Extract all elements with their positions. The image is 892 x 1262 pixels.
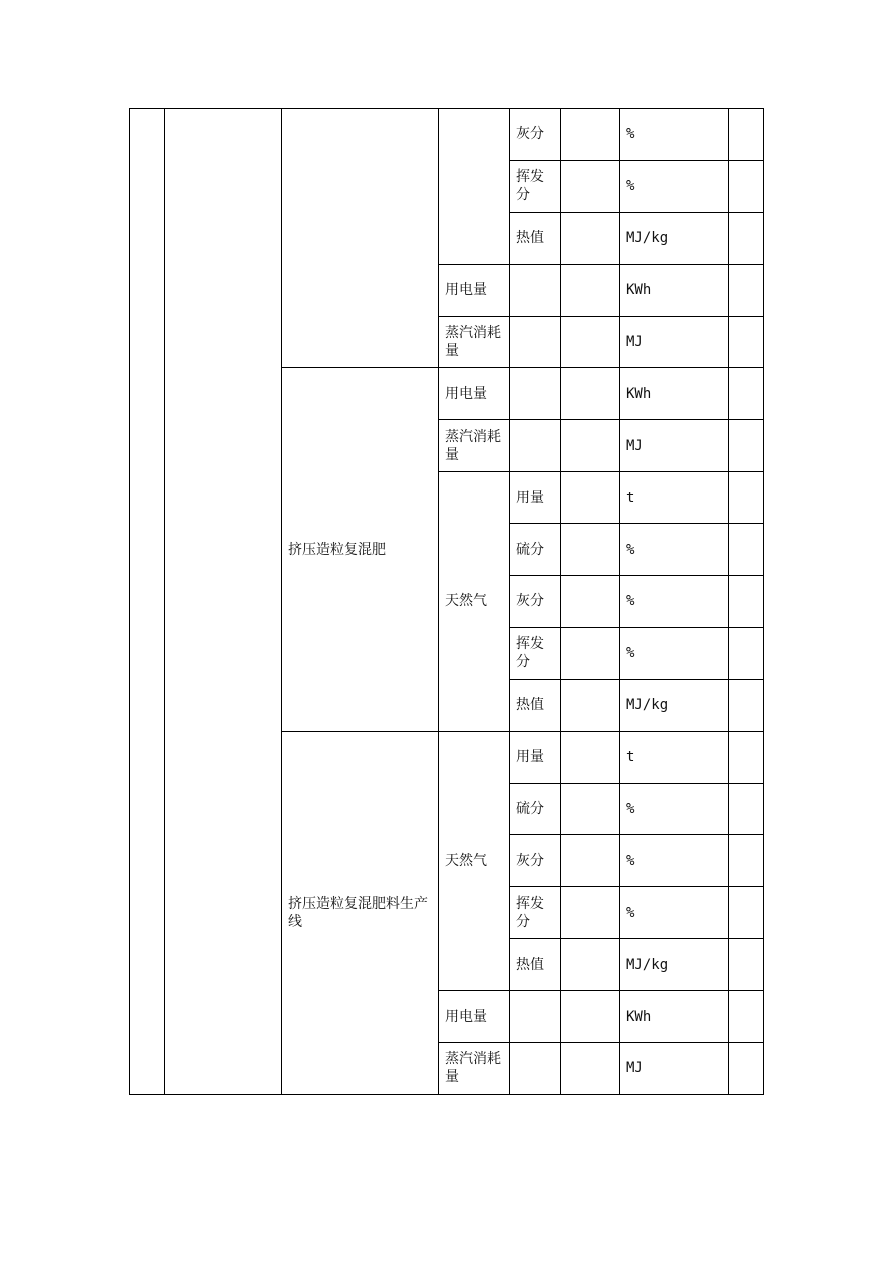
- remark-cell[interactable]: [729, 627, 764, 679]
- remark-cell[interactable]: [729, 1043, 764, 1095]
- remark-cell[interactable]: [729, 212, 764, 264]
- unit-cell: MJ: [620, 1043, 729, 1095]
- unit-cell: MJ/kg: [620, 679, 729, 731]
- value-cell[interactable]: [561, 887, 620, 939]
- value-cell[interactable]: [561, 212, 620, 264]
- remark-cell[interactable]: [729, 524, 764, 576]
- param-cell: 挥发分: [510, 160, 561, 212]
- param-cell: 热值: [510, 212, 561, 264]
- unit-cell: %: [620, 887, 729, 939]
- unit-cell: %: [620, 576, 729, 628]
- unit-cell: %: [620, 524, 729, 576]
- param-cell: [510, 368, 561, 420]
- remark-cell[interactable]: [729, 264, 764, 316]
- remark-cell[interactable]: [729, 991, 764, 1043]
- param-cell: 热值: [510, 939, 561, 991]
- param-cell: 挥发分: [510, 887, 561, 939]
- param-cell: [510, 264, 561, 316]
- table-row: [130, 109, 764, 161]
- fuel-group-cell: 天然气: [439, 472, 510, 731]
- fuel-group-cell: 天然气: [439, 731, 510, 990]
- value-cell[interactable]: [561, 264, 620, 316]
- unit-cell: MJ/kg: [620, 212, 729, 264]
- remark-cell[interactable]: [729, 472, 764, 524]
- remark-cell[interactable]: [729, 576, 764, 628]
- value-cell[interactable]: [561, 679, 620, 731]
- value-cell[interactable]: [561, 939, 620, 991]
- value-cell[interactable]: [561, 1043, 620, 1095]
- value-cell[interactable]: [561, 420, 620, 472]
- value-cell[interactable]: [561, 783, 620, 835]
- remark-cell[interactable]: [729, 420, 764, 472]
- remark-cell[interactable]: [729, 939, 764, 991]
- remark-cell[interactable]: [729, 109, 764, 161]
- value-cell[interactable]: [561, 576, 620, 628]
- unit-cell: MJ: [620, 420, 729, 472]
- value-cell[interactable]: [561, 524, 620, 576]
- value-cell[interactable]: [561, 368, 620, 420]
- param-cell: 用量: [510, 472, 561, 524]
- value-cell[interactable]: [561, 627, 620, 679]
- energy-consumption-table: [129, 108, 764, 1095]
- item-cell: 蒸汽消耗量: [439, 420, 510, 472]
- param-cell: 硫分: [510, 524, 561, 576]
- value-cell[interactable]: [561, 316, 620, 368]
- device-cell: 挤压造粒复混肥料生产线: [282, 731, 439, 1094]
- unit-cell: %: [620, 783, 729, 835]
- value-cell[interactable]: [561, 109, 620, 161]
- unit-cell: KWh: [620, 991, 729, 1043]
- param-cell: 灰分: [510, 109, 561, 161]
- remark-cell[interactable]: [729, 679, 764, 731]
- value-cell[interactable]: [561, 731, 620, 783]
- param-cell: 用量: [510, 731, 561, 783]
- remark-cell[interactable]: [729, 783, 764, 835]
- value-cell[interactable]: [561, 991, 620, 1043]
- param-cell: 灰分: [510, 576, 561, 628]
- value-cell[interactable]: [561, 472, 620, 524]
- remark-cell[interactable]: [729, 835, 764, 887]
- item-cell: 用电量: [439, 368, 510, 420]
- unit-cell: %: [620, 109, 729, 161]
- device-cell: 挤压造粒复混肥: [282, 368, 439, 731]
- unit-cell: KWh: [620, 264, 729, 316]
- param-cell: 挥发分: [510, 627, 561, 679]
- param-cell: 热值: [510, 679, 561, 731]
- param-cell: [510, 1043, 561, 1095]
- remark-cell[interactable]: [729, 731, 764, 783]
- unit-cell: t: [620, 731, 729, 783]
- unit-cell: KWh: [620, 368, 729, 420]
- remark-cell[interactable]: [729, 887, 764, 939]
- fuel-group-cell-continued: [439, 109, 510, 265]
- index-cell: [130, 109, 165, 1095]
- unit-cell: MJ/kg: [620, 939, 729, 991]
- item-cell: 蒸汽消耗量: [439, 1043, 510, 1095]
- param-cell: 灰分: [510, 835, 561, 887]
- remark-cell[interactable]: [729, 316, 764, 368]
- param-cell: [510, 420, 561, 472]
- param-cell: [510, 991, 561, 1043]
- param-cell: [510, 316, 561, 368]
- unit-cell: %: [620, 835, 729, 887]
- value-cell[interactable]: [561, 160, 620, 212]
- remark-cell[interactable]: [729, 368, 764, 420]
- unit-cell: t: [620, 472, 729, 524]
- unit-cell: MJ: [620, 316, 729, 368]
- param-cell: 硫分: [510, 783, 561, 835]
- unit-cell: %: [620, 160, 729, 212]
- value-cell[interactable]: [561, 835, 620, 887]
- item-cell: 用电量: [439, 991, 510, 1043]
- device-cell-continued: [282, 109, 439, 368]
- category-cell: [165, 109, 282, 1095]
- remark-cell[interactable]: [729, 160, 764, 212]
- item-cell: 蒸汽消耗量: [439, 316, 510, 368]
- unit-cell: %: [620, 627, 729, 679]
- item-cell: 用电量: [439, 264, 510, 316]
